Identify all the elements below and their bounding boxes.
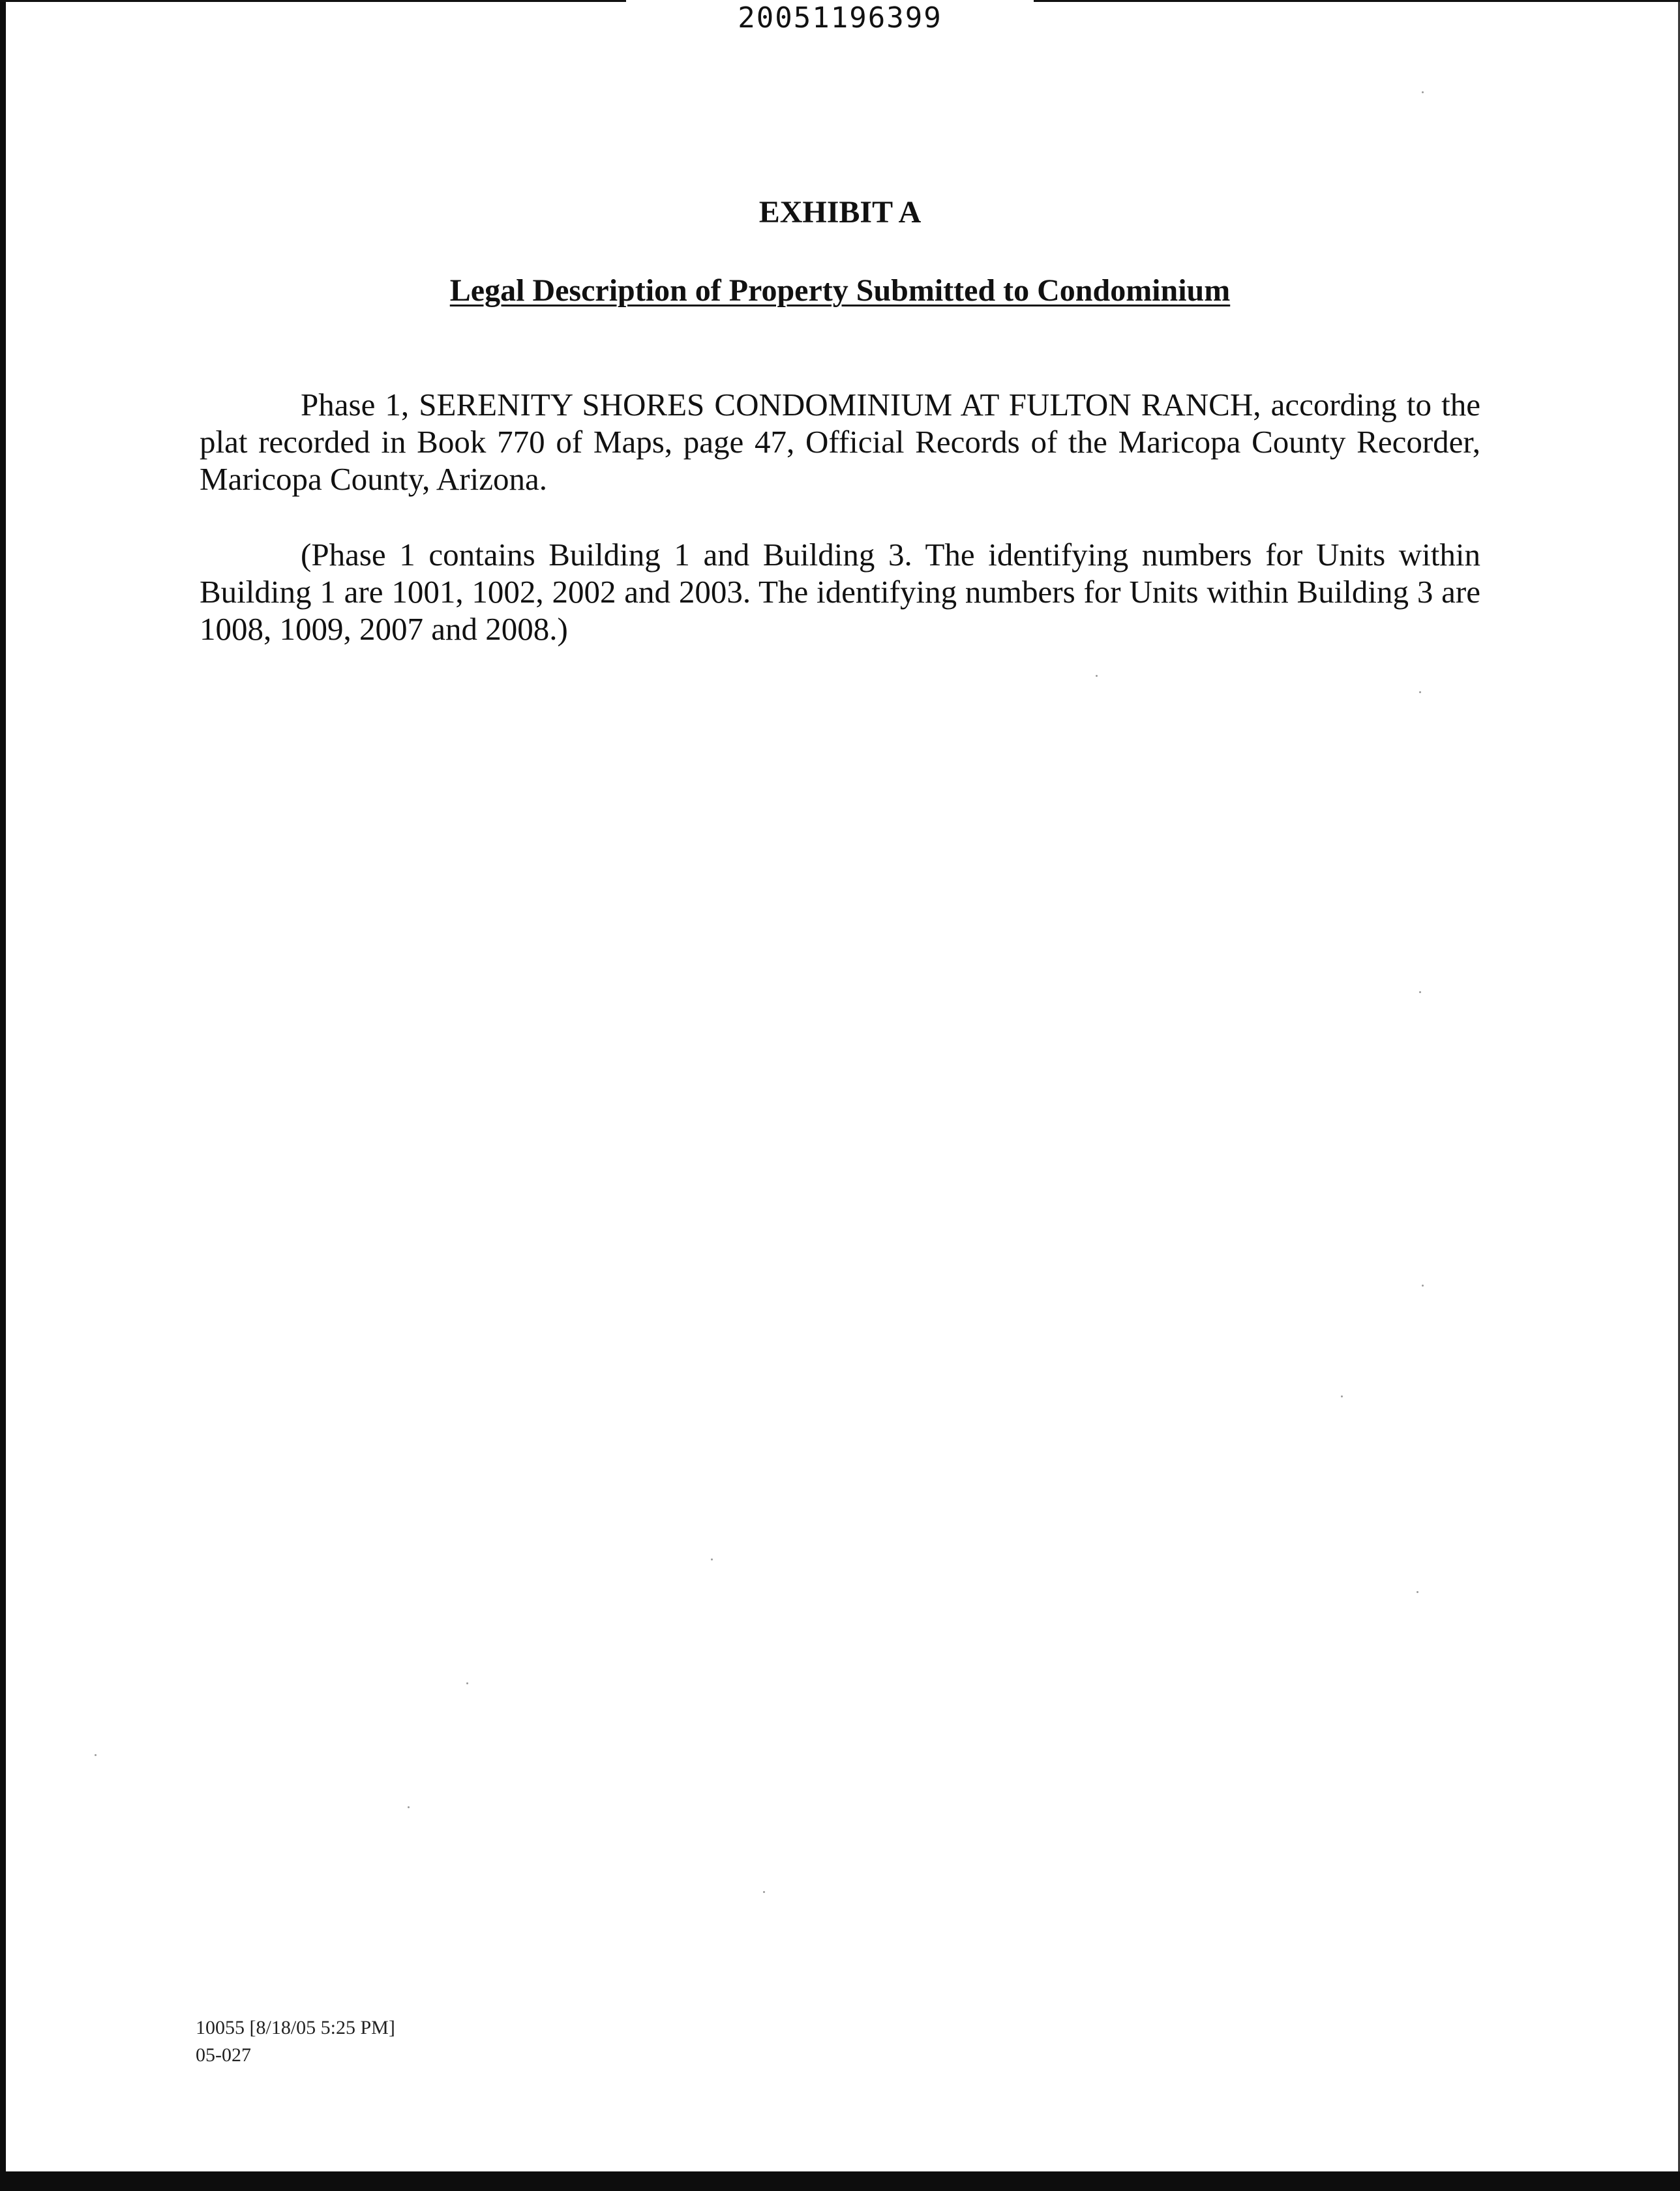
legal-description-paragraph: Phase 1, SERENITY SHORES CONDOMINIUM AT FULTON RANCH, according to the plat recorded in Book 770 of Maps, page 47, Official Records of the Maricopa County Recorder, Maricopa County, Arizona. bbox=[200, 387, 1480, 497]
scan-speck bbox=[95, 1754, 97, 1756]
scan-speck bbox=[466, 1682, 468, 1684]
scan-speck bbox=[763, 1891, 765, 1893]
scan-speck bbox=[1419, 991, 1421, 993]
scan-speck bbox=[408, 1806, 410, 1808]
scan-speck bbox=[1422, 91, 1424, 93]
recording-number: 20051196399 bbox=[738, 1, 942, 35]
footer-file-number: 05-027 bbox=[196, 2044, 251, 2066]
footer-doc-reference: 10055 [8/18/05 5:25 PM] bbox=[196, 2017, 395, 2038]
exhibit-title: EXHIBIT A bbox=[758, 195, 922, 230]
scan-border-bottom bbox=[0, 2171, 1680, 2191]
scan-speck bbox=[1096, 675, 1098, 677]
scan-speck bbox=[1419, 691, 1421, 693]
scan-speck bbox=[1417, 1591, 1418, 1593]
unit-numbers-paragraph: (Phase 1 contains Building 1 and Building 3. The identifying numbers for Units within Building 1 are 1001, 1002, 2002 and 2003. The identifying numbers for Units within Building 3 are 1008, 1009, 2007 and 2008.) bbox=[200, 537, 1480, 647]
scan-speck bbox=[1422, 1285, 1424, 1287]
exhibit-subtitle: Legal Description of Property Submitted to Condominium bbox=[449, 273, 1231, 308]
scan-speck bbox=[711, 1558, 713, 1560]
scan-speck bbox=[1341, 1395, 1343, 1397]
scan-border-left bbox=[0, 0, 6, 2191]
